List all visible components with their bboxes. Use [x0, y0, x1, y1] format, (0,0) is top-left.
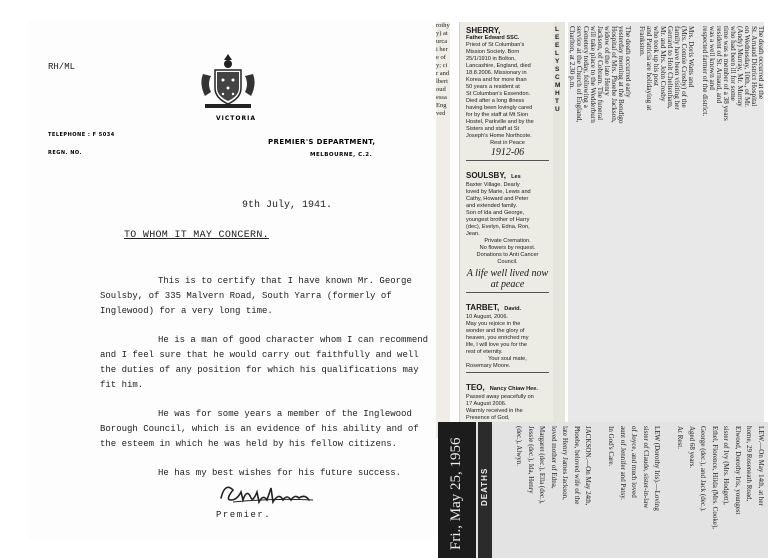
- section-bar: [478, 422, 492, 558]
- notice-line: At Rest.: [676, 426, 685, 449]
- notice-line: Phoebe, beloved wife of the: [573, 426, 581, 505]
- rotated-news-clipping: [568, 22, 764, 438]
- notice-line: Council.: [497, 259, 518, 265]
- clipping-line: (Andy) Murray, Mr. Murray: [736, 26, 744, 107]
- clipping-line: resident of St. Arnaud, and: [715, 26, 723, 104]
- deaths-column-clipping: [438, 422, 768, 558]
- notice-line: of Joyce, and much loved: [630, 426, 639, 498]
- letter-paragraph: He has my best wishes for his future success.: [158, 468, 402, 478]
- obituary-clipping-column: [459, 22, 553, 438]
- notice-line: Donations to Anti Cancer: [476, 252, 539, 258]
- notice-line: aunt of Jennifer and Patsy.: [619, 426, 627, 500]
- notice-line: youngest brother of Harry: [466, 217, 530, 223]
- notice-line: wonder and the glory of: [466, 328, 525, 334]
- notice-line: Your soul mate,: [488, 356, 527, 362]
- notice-line: loved mother of Edna,: [550, 426, 558, 489]
- notice-line: Rest in Peace: [490, 140, 525, 146]
- notice-line: and extended family.: [466, 203, 518, 209]
- notice-name: Les: [511, 174, 521, 180]
- notice-line: Died after a long illness: [466, 98, 525, 104]
- edge-letter: L: [555, 26, 559, 33]
- notice-line: Jean.: [466, 231, 480, 237]
- notice-surname: SHERRY,: [466, 26, 501, 35]
- notice-line: Rosemary Moore.: [466, 363, 511, 369]
- strip-line: ved: [436, 110, 446, 117]
- clipping-line: [694, 26, 701, 436]
- crest-label: VICTORIA: [216, 115, 256, 122]
- strip-line: oud: [436, 86, 446, 93]
- clipping-line: Jackson, of Cobram. The funeral: [596, 26, 604, 121]
- clipping-line: service at the Church of England,: [575, 26, 583, 123]
- clipping-line: [631, 26, 638, 436]
- letter-body: [100, 274, 430, 495]
- strip-line: i her: [436, 46, 448, 53]
- edge-letter: H: [555, 90, 560, 97]
- telephone-line: TELEPHONE : F 5034: [48, 132, 115, 138]
- notice-line: 18.8.2006. Missionary in: [466, 70, 527, 76]
- notice-line: (dec.), Alwyn.: [515, 426, 524, 467]
- notice-line: Passed away peacefully on: [466, 394, 534, 400]
- notice-line: home, 29 Roseneath Road,: [745, 426, 754, 502]
- department-name: PREMIER'S DEPARTMENT,: [268, 138, 376, 146]
- clipping-line: Frankston.: [638, 26, 646, 57]
- signatory-title: Premier.: [216, 510, 272, 520]
- clipping-line: who took up his post: [652, 26, 660, 86]
- notice-name: David.: [504, 306, 522, 312]
- notice-name: Father Edward SSC.: [466, 35, 520, 41]
- edge-letter: M: [555, 82, 561, 89]
- notice-line: 25/1/1910 in Bolton,: [466, 56, 516, 62]
- clipping-line: Gerrard to Holt Cheltenham,: [666, 26, 674, 109]
- clipping-line: Cemetery today, following a: [582, 26, 590, 108]
- edge-letter: S: [555, 66, 560, 73]
- divider: [466, 160, 549, 161]
- handwritten-signature: [213, 478, 323, 508]
- clipping-line: Charlton, at 2.30 p.m.: [568, 26, 576, 89]
- clipping-line: Hospital of Mrs. Phoebe Jackson,: [610, 26, 618, 123]
- notice-line: [663, 426, 675, 556]
- divider: [466, 292, 549, 293]
- notice-line: LEW (Dorothy Iris).—Loving: [653, 426, 662, 511]
- notice-line: heaven, you enriched my: [466, 335, 529, 341]
- handwritten-date: 1912-06: [490, 147, 525, 158]
- clipping-line: (Mrs. Connie Crosby) of the: [680, 26, 688, 108]
- edge-letter: L: [555, 50, 559, 57]
- rotated-text-block: [568, 26, 764, 436]
- registration-number: REGN. NO.: [48, 150, 82, 156]
- clipping-edge-strip: [436, 22, 450, 438]
- clipping-line: yesterday morning at the Bendigo: [617, 26, 625, 124]
- clipping-line: widow of the late Henry: [603, 26, 611, 96]
- strip-line: e of: [436, 54, 446, 61]
- notice-line: George (dec.), and Jack (dec.).: [699, 426, 708, 512]
- edge-letter: Y: [555, 58, 560, 65]
- edge-letter: T: [555, 98, 559, 105]
- edge-letter: C: [555, 74, 560, 81]
- clipping-line: St. Arnaud District Hospital: [750, 26, 758, 107]
- notice-line: LEW.—On May 14th, at her: [757, 426, 765, 506]
- clipping-line: who had been ill for some: [729, 26, 737, 101]
- notice-line: Mission Society. Born: [466, 49, 520, 55]
- notice-line: [594, 426, 606, 556]
- notice-line: Warmly received in the: [466, 408, 523, 414]
- edge-letter: E: [555, 42, 560, 49]
- clipping-line: The death occurred at the: [757, 26, 765, 100]
- clipping-line: respected farmer of the district.: [701, 26, 709, 117]
- department-city: MELBOURNE, C.2.: [310, 152, 373, 158]
- strip-line: rothy: [436, 22, 450, 29]
- clipping-line: family have been visiting her: [673, 26, 681, 110]
- letter-paragraph: He is a man of good character whom I can recommend and I feel sure that he would carry out faithfully and well the duties of any position for which his qualifications may fit him.: [100, 335, 429, 390]
- clipping-line: and Patricia are holidaying at: [645, 26, 653, 111]
- notice-line: (dec), Evelyn, Edna, Ron,: [466, 224, 530, 230]
- notice-line: JACKSON.—On May 24th,: [584, 426, 593, 506]
- divider: [466, 372, 549, 373]
- clipping-edge-letters: [553, 22, 565, 438]
- strip-line: y; ci: [436, 62, 448, 69]
- strip-line: essa: [436, 94, 447, 101]
- notice-line: Son of Ida and George,: [466, 210, 525, 216]
- notice-line: Lancashire, England, died: [466, 63, 531, 69]
- notice-line: Korea and for more than: [466, 77, 527, 83]
- letter-paragraph: He was for some years a member of the Inglewood Borough Council, which is an evidence of his ability and of the esteem in which he was held by his fellow citizens.: [100, 409, 419, 449]
- notice-line: Aged 68 years.: [688, 426, 696, 469]
- notice-line: Cathy, Howard and Peter: [466, 196, 529, 202]
- notice-line: rest of eternity.: [466, 349, 503, 355]
- notice-line: for by the staff at Mt Sion: [466, 112, 529, 118]
- clipping-line: Mrs. Doris Watts and: [687, 26, 695, 88]
- notice-line: loved by Marie, Lewis and: [466, 189, 531, 195]
- letter-heading: TO WHOM IT MAY CONCERN.: [124, 230, 269, 241]
- notice-line: Sisters and staff at St: [466, 126, 520, 132]
- notice-line: Margaret (dec.), Ella (dec.),: [538, 426, 547, 504]
- newspaper-date: Fri., May 25, 1956: [448, 437, 464, 550]
- notice-line: Private Cremation.: [484, 238, 531, 244]
- clipping-line: The death occurred early: [624, 26, 632, 98]
- edge-letter: E: [555, 34, 560, 41]
- letter-paragraph: This is to certify that I have known Mr. George Soulsby, of 335 Malvern Road, South Yarra (formerly of Inglewood) for a very long time.: [100, 276, 412, 316]
- notice-line: St Columban's Essendon.: [466, 91, 531, 97]
- clipping-line: Mr. and Mrs. John Crosby: [659, 26, 667, 102]
- notice-line: Hostel, Parkville and by the: [466, 119, 534, 125]
- notice-line: Baxter Village. Dearly: [466, 182, 520, 188]
- notice-line: In God's Care.: [607, 426, 616, 467]
- reference-code: RH/ML: [48, 62, 76, 72]
- notice-line: sister of Ivy (Mrs. Hodgett),: [722, 426, 731, 505]
- notice-line: Presence of God,: [466, 415, 510, 421]
- clipping-line: was a well known and: [708, 26, 716, 90]
- notice-name: Nancy Chiaw Hee.: [489, 386, 538, 392]
- notice-surname: SOULSBY,: [466, 171, 507, 180]
- notice-line: 17 August 2006.: [466, 401, 507, 407]
- section-title: DEATHS: [480, 467, 489, 506]
- strip-line: lbert: [436, 78, 448, 85]
- strip-line: y) at: [436, 30, 448, 37]
- notice-line: Joseph's Home Northcote.: [466, 133, 532, 139]
- handwritten-note: A life well lived now at peace: [466, 268, 549, 290]
- rotated-notices: [513, 426, 766, 556]
- clipping-line: time was a member of a 38 years: [722, 26, 730, 121]
- notice-line: having been lovingly cared: [466, 105, 533, 111]
- notice-line: No flowers by request.: [479, 245, 536, 251]
- victoria-coat-of-arms: [193, 50, 263, 114]
- strip-line: r and: [436, 70, 450, 77]
- letter-page: [28, 20, 436, 540]
- clipping-line: will take place to the Wedderburn: [589, 26, 597, 123]
- notice-line: 10 August, 2006.: [466, 314, 508, 320]
- date-bar: [438, 422, 476, 558]
- notice-line: May you rejoice in the: [466, 321, 521, 327]
- letter-date: 9th July, 1941.: [242, 200, 333, 211]
- edge-letter: U: [555, 106, 560, 113]
- clipping-line: on Wednesday, 10th., of Mr.: [743, 26, 751, 108]
- notice-line: Elwood, Dorothy Iris, youngest: [734, 426, 742, 515]
- strip-line: Eng: [436, 102, 447, 109]
- notice-line: sister of Claude, sister-in-law: [642, 426, 650, 509]
- notice-line: Jessie (dec.), Ida, Henry: [527, 426, 535, 494]
- notice-line: life, I will love you for the: [466, 342, 527, 348]
- notice-surname: TARBET,: [466, 303, 500, 312]
- notice-line: Ethel, Florence, Hilda (Mrs. Cooke),: [711, 426, 719, 530]
- notice-line: 50 years a resident at: [466, 84, 520, 90]
- strip-line: urca: [436, 38, 448, 45]
- notice-surname: TEO,: [466, 383, 485, 392]
- notice-line: Priest of St Columban's: [466, 42, 525, 48]
- notice-line: late Henry James Jackson,: [561, 426, 570, 500]
